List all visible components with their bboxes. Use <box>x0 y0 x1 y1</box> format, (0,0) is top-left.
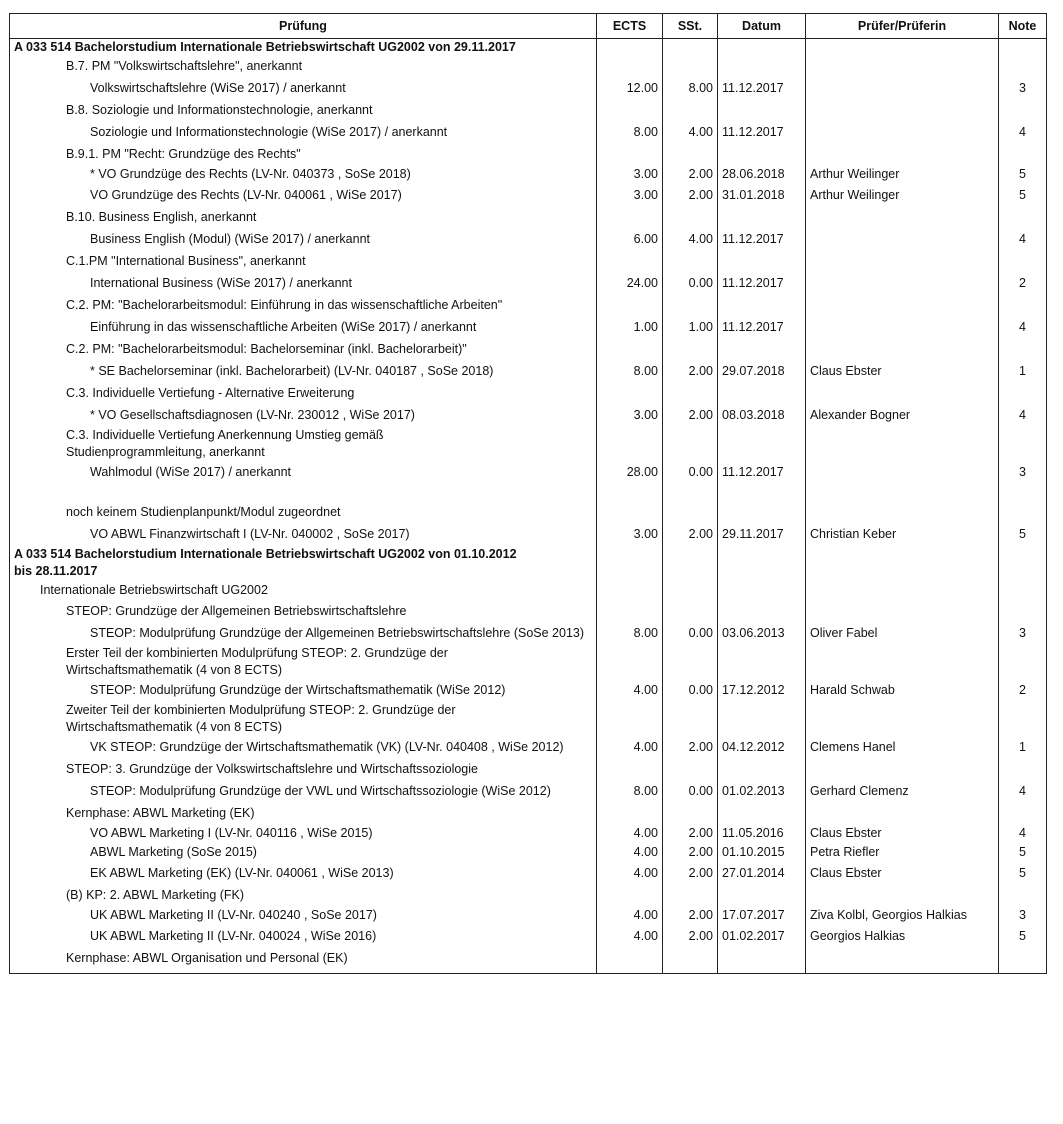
date-cell: 31.01.2018 <box>718 184 806 207</box>
sst-cell: 2.00 <box>663 360 718 383</box>
exam-row <box>10 404 1047 427</box>
module-name: C.1.PM "International Business", anerkannt <box>10 251 597 272</box>
grade-cell: 4 <box>999 404 1047 427</box>
date-cell: 11.12.2017 <box>718 272 806 295</box>
exam-row <box>10 843 1047 862</box>
examiner-cell <box>806 484 999 523</box>
examiner-cell: Gerhard Clemenz <box>806 780 999 803</box>
ects-cell: 4.00 <box>597 906 663 925</box>
grade-cell <box>999 39 1047 57</box>
exam-name: * VO Grundzüge des Rechts (LV-Nr. 040373 , SoSe 2018) <box>10 165 597 184</box>
exam-name: EK ABWL Marketing (EK) (LV-Nr. 040061 , WiSe 2013) <box>10 862 597 885</box>
date-cell <box>718 702 806 736</box>
ects-cell: 3.00 <box>597 523 663 546</box>
grade-cell <box>999 295 1047 316</box>
module-row <box>10 601 1047 622</box>
examiner-cell <box>806 427 999 461</box>
sst-cell: 0.00 <box>663 780 718 803</box>
date-cell: 03.06.2013 <box>718 622 806 645</box>
exam-name: International Business (WiSe 2017) / anerkannt <box>10 272 597 295</box>
examiner-cell: Claus Ebster <box>806 862 999 885</box>
header-row <box>10 14 1047 39</box>
date-cell: 01.10.2015 <box>718 843 806 862</box>
date-cell <box>718 484 806 523</box>
ects-cell: 3.00 <box>597 165 663 184</box>
grade-cell <box>999 702 1047 736</box>
spacer-cell <box>10 969 597 974</box>
sst-cell <box>663 601 718 622</box>
sst-cell: 2.00 <box>663 184 718 207</box>
module-row <box>10 295 1047 316</box>
exam-row <box>10 461 1047 484</box>
examiner-cell <box>806 580 999 601</box>
exam-name: UK ABWL Marketing II (LV-Nr. 040240 , SoSe 2017) <box>10 906 597 925</box>
module-name: Kernphase: ABWL Marketing (EK) <box>10 803 597 824</box>
exam-name: * SE Bachelorseminar (inkl. Bachelorarbeit) (LV-Nr. 040187 , SoSe 2018) <box>10 360 597 383</box>
ects-cell: 8.00 <box>597 780 663 803</box>
exam-row <box>10 523 1047 546</box>
sst-cell <box>663 948 718 969</box>
examiner-cell <box>806 645 999 679</box>
ects-cell <box>597 339 663 360</box>
grade-cell <box>999 948 1047 969</box>
grade-cell <box>999 427 1047 461</box>
sst-cell <box>663 484 718 523</box>
date-cell: 11.12.2017 <box>718 461 806 484</box>
exam-name: VO Grundzüge des Rechts (LV-Nr. 040061 , WiSe 2017) <box>10 184 597 207</box>
sst-cell: 0.00 <box>663 622 718 645</box>
sst-cell: 0.00 <box>663 461 718 484</box>
date-cell <box>718 339 806 360</box>
ects-cell <box>597 56 663 77</box>
exam-row <box>10 360 1047 383</box>
sst-cell <box>663 383 718 404</box>
ects-cell: 8.00 <box>597 121 663 144</box>
module-name: B.8. Soziologie und Informationstechnologie, anerkannt <box>10 100 597 121</box>
date-cell <box>718 383 806 404</box>
module-name: C.3. Individuelle Vertiefung Anerkennung Umstieg gemäß Studienprogrammleitung, anerkannt <box>10 427 597 461</box>
ects-cell <box>597 295 663 316</box>
module-row <box>10 803 1047 824</box>
examiner-cell <box>806 56 999 77</box>
examiner-cell <box>806 702 999 736</box>
exam-row <box>10 272 1047 295</box>
examiner-cell: Alexander Bogner <box>806 404 999 427</box>
ects-cell <box>597 207 663 228</box>
sst-cell: 2.00 <box>663 925 718 948</box>
program-title: A 033 514 Bachelorstudium Internationale Betriebswirtschaft UG2002 von 29.11.2017 <box>10 39 597 57</box>
examiner-cell <box>806 803 999 824</box>
examiner-cell: Petra Riefler <box>806 843 999 862</box>
exam-name: UK ABWL Marketing II (LV-Nr. 040024 , WiSe 2016) <box>10 925 597 948</box>
date-cell: 01.02.2013 <box>718 780 806 803</box>
exam-name: STEOP: Modulprüfung Grundzüge der VWL und Wirtschaftssoziologie (WiSe 2012) <box>10 780 597 803</box>
sst-cell <box>663 39 718 57</box>
header-pruefung: Prüfung <box>10 14 597 39</box>
grade-cell: 1 <box>999 736 1047 759</box>
sst-cell: 4.00 <box>663 121 718 144</box>
sst-cell: 2.00 <box>663 824 718 843</box>
examiner-cell <box>806 948 999 969</box>
exam-row <box>10 679 1047 702</box>
date-cell <box>718 56 806 77</box>
grade-cell <box>999 546 1047 580</box>
ects-cell <box>597 645 663 679</box>
module-row <box>10 339 1047 360</box>
date-cell: 27.01.2014 <box>718 862 806 885</box>
examiner-cell <box>806 207 999 228</box>
exam-row <box>10 184 1047 207</box>
module-name: C.3. Individuelle Vertiefung - Alternative Erweiterung <box>10 383 597 404</box>
sst-cell <box>663 645 718 679</box>
ects-cell <box>597 427 663 461</box>
date-cell: 11.05.2016 <box>718 824 806 843</box>
examiner-cell: Claus Ebster <box>806 824 999 843</box>
grade-cell: 5 <box>999 862 1047 885</box>
examiner-cell: Clemens Hanel <box>806 736 999 759</box>
module-row <box>10 56 1047 77</box>
module-name: C.2. PM: "Bachelorarbeitsmodul: Bachelorseminar (inkl. Bachelorarbeit)" <box>10 339 597 360</box>
ects-cell <box>597 948 663 969</box>
ects-cell <box>597 100 663 121</box>
exam-name: Wahlmodul (WiSe 2017) / anerkannt <box>10 461 597 484</box>
date-cell: 29.11.2017 <box>718 523 806 546</box>
exam-name: Business English (Modul) (WiSe 2017) / anerkannt <box>10 228 597 251</box>
exam-name: Volkswirtschaftslehre (WiSe 2017) / anerkannt <box>10 77 597 100</box>
ects-cell <box>597 251 663 272</box>
spacer-cell <box>597 969 663 974</box>
grade-cell: 3 <box>999 77 1047 100</box>
date-cell <box>718 645 806 679</box>
sst-cell <box>663 580 718 601</box>
sst-cell: 2.00 <box>663 906 718 925</box>
exam-name: Soziologie und Informationstechnologie (WiSe 2017) / anerkannt <box>10 121 597 144</box>
program-title: A 033 514 Bachelorstudium Internationale Betriebswirtschaft UG2002 von 01.10.2012 bis 28.11.2017 <box>10 546 597 580</box>
exam-name: VO ABWL Finanzwirtschaft I (LV-Nr. 040002 , SoSe 2017) <box>10 523 597 546</box>
sst-cell <box>663 100 718 121</box>
exam-row <box>10 906 1047 925</box>
module-name: C.2. PM: "Bachelorarbeitsmodul: Einführung in das wissenschaftliche Arbeiten" <box>10 295 597 316</box>
examiner-cell <box>806 316 999 339</box>
date-cell: 04.12.2012 <box>718 736 806 759</box>
examiner-cell <box>806 383 999 404</box>
examiner-cell <box>806 272 999 295</box>
grade-cell: 5 <box>999 165 1047 184</box>
ects-cell: 8.00 <box>597 622 663 645</box>
ects-cell: 4.00 <box>597 862 663 885</box>
sst-cell: 0.00 <box>663 272 718 295</box>
sst-cell <box>663 546 718 580</box>
date-cell <box>718 427 806 461</box>
module-name: Kernphase: ABWL Organisation und Personal (EK) <box>10 948 597 969</box>
exam-name: ABWL Marketing (SoSe 2015) <box>10 843 597 862</box>
grade-cell <box>999 207 1047 228</box>
grade-cell <box>999 759 1047 780</box>
sst-cell: 2.00 <box>663 404 718 427</box>
grade-cell <box>999 56 1047 77</box>
grade-cell: 5 <box>999 184 1047 207</box>
grade-cell: 5 <box>999 523 1047 546</box>
ects-cell <box>597 702 663 736</box>
examiner-cell <box>806 339 999 360</box>
examiner-cell: Christian Keber <box>806 523 999 546</box>
date-cell: 01.02.2017 <box>718 925 806 948</box>
header-ects: ECTS <box>597 14 663 39</box>
examiner-cell <box>806 77 999 100</box>
module-row <box>10 100 1047 121</box>
exam-row <box>10 77 1047 100</box>
sst-cell <box>663 702 718 736</box>
sst-cell <box>663 144 718 165</box>
sst-cell <box>663 339 718 360</box>
module-row <box>10 427 1047 461</box>
grade-cell: 4 <box>999 780 1047 803</box>
header-datum: Datum <box>718 14 806 39</box>
examiner-cell: Harald Schwab <box>806 679 999 702</box>
exam-row <box>10 316 1047 339</box>
examiner-cell <box>806 228 999 251</box>
exam-row <box>10 780 1047 803</box>
module-row <box>10 948 1047 969</box>
date-cell <box>718 39 806 57</box>
grade-cell: 3 <box>999 622 1047 645</box>
date-cell: 28.06.2018 <box>718 165 806 184</box>
program-row <box>10 39 1047 57</box>
sst-cell: 2.00 <box>663 736 718 759</box>
date-cell: 11.12.2017 <box>718 228 806 251</box>
examiner-cell: Oliver Fabel <box>806 622 999 645</box>
ects-cell <box>597 803 663 824</box>
grade-cell <box>999 251 1047 272</box>
exam-row <box>10 824 1047 843</box>
module-row <box>10 645 1047 679</box>
grade-cell <box>999 484 1047 523</box>
ects-cell: 4.00 <box>597 679 663 702</box>
ects-cell: 4.00 <box>597 843 663 862</box>
grade-cell <box>999 580 1047 601</box>
module-row <box>10 144 1047 165</box>
program-row <box>10 546 1047 580</box>
date-cell <box>718 948 806 969</box>
spacer-row <box>10 969 1047 974</box>
module-name: Internationale Betriebswirtschaft UG2002 <box>10 580 597 601</box>
grade-cell <box>999 803 1047 824</box>
date-cell: 17.12.2012 <box>718 679 806 702</box>
ects-cell: 3.00 <box>597 184 663 207</box>
sst-cell: 2.00 <box>663 165 718 184</box>
grade-cell <box>999 601 1047 622</box>
date-cell <box>718 759 806 780</box>
sst-cell <box>663 803 718 824</box>
examiner-cell: Arthur Weilinger <box>806 165 999 184</box>
spacer-cell <box>718 969 806 974</box>
examiner-cell: Ziva Kolbl, Georgios Halkias <box>806 906 999 925</box>
ects-cell <box>597 484 663 523</box>
spacer-cell <box>806 969 999 974</box>
module-name: Zweiter Teil der kombinierten Modulprüfung STEOP: 2. Grundzüge der Wirtschaftsmathematik (4 von 8 ECTS) <box>10 702 597 736</box>
exam-name: Einführung in das wissenschaftliche Arbeiten (WiSe 2017) / anerkannt <box>10 316 597 339</box>
module-row <box>10 484 1047 523</box>
date-cell <box>718 207 806 228</box>
ects-cell: 28.00 <box>597 461 663 484</box>
ects-cell: 4.00 <box>597 736 663 759</box>
sst-cell <box>663 759 718 780</box>
ects-cell: 1.00 <box>597 316 663 339</box>
exam-name: VK STEOP: Grundzüge der Wirtschaftsmathematik (VK) (LV-Nr. 040408 , WiSe 2012) <box>10 736 597 759</box>
grade-cell <box>999 383 1047 404</box>
ects-cell: 8.00 <box>597 360 663 383</box>
module-row <box>10 759 1047 780</box>
exam-name: * VO Gesellschaftsdiagnosen (LV-Nr. 230012 , WiSe 2017) <box>10 404 597 427</box>
spacer-cell <box>663 969 718 974</box>
ects-cell <box>597 885 663 906</box>
sst-cell <box>663 251 718 272</box>
grade-cell: 2 <box>999 272 1047 295</box>
module-row <box>10 251 1047 272</box>
exam-row <box>10 121 1047 144</box>
exam-row <box>10 622 1047 645</box>
examiner-cell <box>806 601 999 622</box>
grade-cell: 4 <box>999 824 1047 843</box>
grade-cell: 5 <box>999 843 1047 862</box>
exam-row <box>10 736 1047 759</box>
examiner-cell <box>806 546 999 580</box>
date-cell: 17.07.2017 <box>718 906 806 925</box>
grade-cell: 4 <box>999 228 1047 251</box>
grade-cell <box>999 645 1047 679</box>
examiner-cell: Georgios Halkias <box>806 925 999 948</box>
sst-cell: 2.00 <box>663 862 718 885</box>
examiner-cell <box>806 885 999 906</box>
date-cell <box>718 144 806 165</box>
exam-row <box>10 925 1047 948</box>
module-row <box>10 702 1047 736</box>
date-cell <box>718 803 806 824</box>
ects-cell: 6.00 <box>597 228 663 251</box>
examiner-cell <box>806 295 999 316</box>
grade-cell: 5 <box>999 925 1047 948</box>
ects-cell: 24.00 <box>597 272 663 295</box>
grade-cell <box>999 100 1047 121</box>
grade-cell: 2 <box>999 679 1047 702</box>
module-name: B.9.1. PM "Recht: Grundzüge des Rechts" <box>10 144 597 165</box>
ects-cell <box>597 601 663 622</box>
sst-cell: 0.00 <box>663 679 718 702</box>
examiner-cell <box>806 144 999 165</box>
date-cell: 11.12.2017 <box>718 77 806 100</box>
grade-cell: 4 <box>999 121 1047 144</box>
examiner-cell <box>806 100 999 121</box>
table-body <box>10 39 1047 974</box>
examiner-cell <box>806 39 999 57</box>
examiner-cell <box>806 759 999 780</box>
header-note: Note <box>999 14 1047 39</box>
exam-name: STEOP: Modulprüfung Grundzüge der Wirtschaftsmathematik (WiSe 2012) <box>10 679 597 702</box>
exam-row <box>10 165 1047 184</box>
examiner-cell: Claus Ebster <box>806 360 999 383</box>
date-cell <box>718 251 806 272</box>
module-name: STEOP: Grundzüge der Allgemeinen Betriebswirtschaftslehre <box>10 601 597 622</box>
date-cell <box>718 546 806 580</box>
sst-cell <box>663 295 718 316</box>
module-name: STEOP: 3. Grundzüge der Volkswirtschaftslehre und Wirtschaftssoziologie <box>10 759 597 780</box>
date-cell: 29.07.2018 <box>718 360 806 383</box>
date-cell <box>718 580 806 601</box>
module-row <box>10 885 1047 906</box>
grade-cell <box>999 885 1047 906</box>
module-name: B.7. PM "Volkswirtschaftslehre", anerkannt <box>10 56 597 77</box>
examiner-cell: Arthur Weilinger <box>806 184 999 207</box>
ects-cell: 4.00 <box>597 824 663 843</box>
sst-cell: 2.00 <box>663 843 718 862</box>
grade-cell <box>999 339 1047 360</box>
module-row <box>10 207 1047 228</box>
module-name: (B) KP: 2. ABWL Marketing (FK) <box>10 885 597 906</box>
exam-row <box>10 228 1047 251</box>
date-cell <box>718 100 806 121</box>
ects-cell: 3.00 <box>597 404 663 427</box>
date-cell <box>718 601 806 622</box>
grade-cell: 4 <box>999 316 1047 339</box>
exam-name: VO ABWL Marketing I (LV-Nr. 040116 , WiSe 2015) <box>10 824 597 843</box>
sst-cell <box>663 427 718 461</box>
ects-cell <box>597 144 663 165</box>
grade-cell: 3 <box>999 461 1047 484</box>
sst-cell: 8.00 <box>663 77 718 100</box>
module-name: B.10. Business English, anerkannt <box>10 207 597 228</box>
examiner-cell <box>806 121 999 144</box>
grade-cell: 3 <box>999 906 1047 925</box>
ects-cell <box>597 546 663 580</box>
spacer-cell <box>999 969 1047 974</box>
module-row <box>10 580 1047 601</box>
sst-cell: 1.00 <box>663 316 718 339</box>
ects-cell <box>597 759 663 780</box>
sst-cell <box>663 885 718 906</box>
grade-cell <box>999 144 1047 165</box>
examiner-cell <box>806 251 999 272</box>
header-sst: SSt. <box>663 14 718 39</box>
date-cell: 08.03.2018 <box>718 404 806 427</box>
ects-cell: 12.00 <box>597 77 663 100</box>
examiner-cell <box>806 461 999 484</box>
sst-cell: 4.00 <box>663 228 718 251</box>
ects-cell <box>597 39 663 57</box>
sst-cell: 2.00 <box>663 523 718 546</box>
sst-cell <box>663 56 718 77</box>
transcript-table <box>9 13 1047 974</box>
ects-cell <box>597 580 663 601</box>
date-cell <box>718 885 806 906</box>
date-cell: 11.12.2017 <box>718 121 806 144</box>
exam-name: STEOP: Modulprüfung Grundzüge der Allgemeinen Betriebswirtschaftslehre (SoSe 2013) <box>10 622 597 645</box>
date-cell: 11.12.2017 <box>718 316 806 339</box>
module-row <box>10 383 1047 404</box>
header-pruefer: Prüfer/Prüferin <box>806 14 999 39</box>
grade-cell: 1 <box>999 360 1047 383</box>
ects-cell: 4.00 <box>597 925 663 948</box>
sst-cell <box>663 207 718 228</box>
ects-cell <box>597 383 663 404</box>
exam-row <box>10 862 1047 885</box>
module-name: noch keinem Studienplanpunkt/Modul zugeordnet <box>10 484 597 523</box>
module-name: Erster Teil der kombinierten Modulprüfung STEOP: 2. Grundzüge der Wirtschaftsmathematik (4 von 8 ECTS) <box>10 645 597 679</box>
date-cell <box>718 295 806 316</box>
